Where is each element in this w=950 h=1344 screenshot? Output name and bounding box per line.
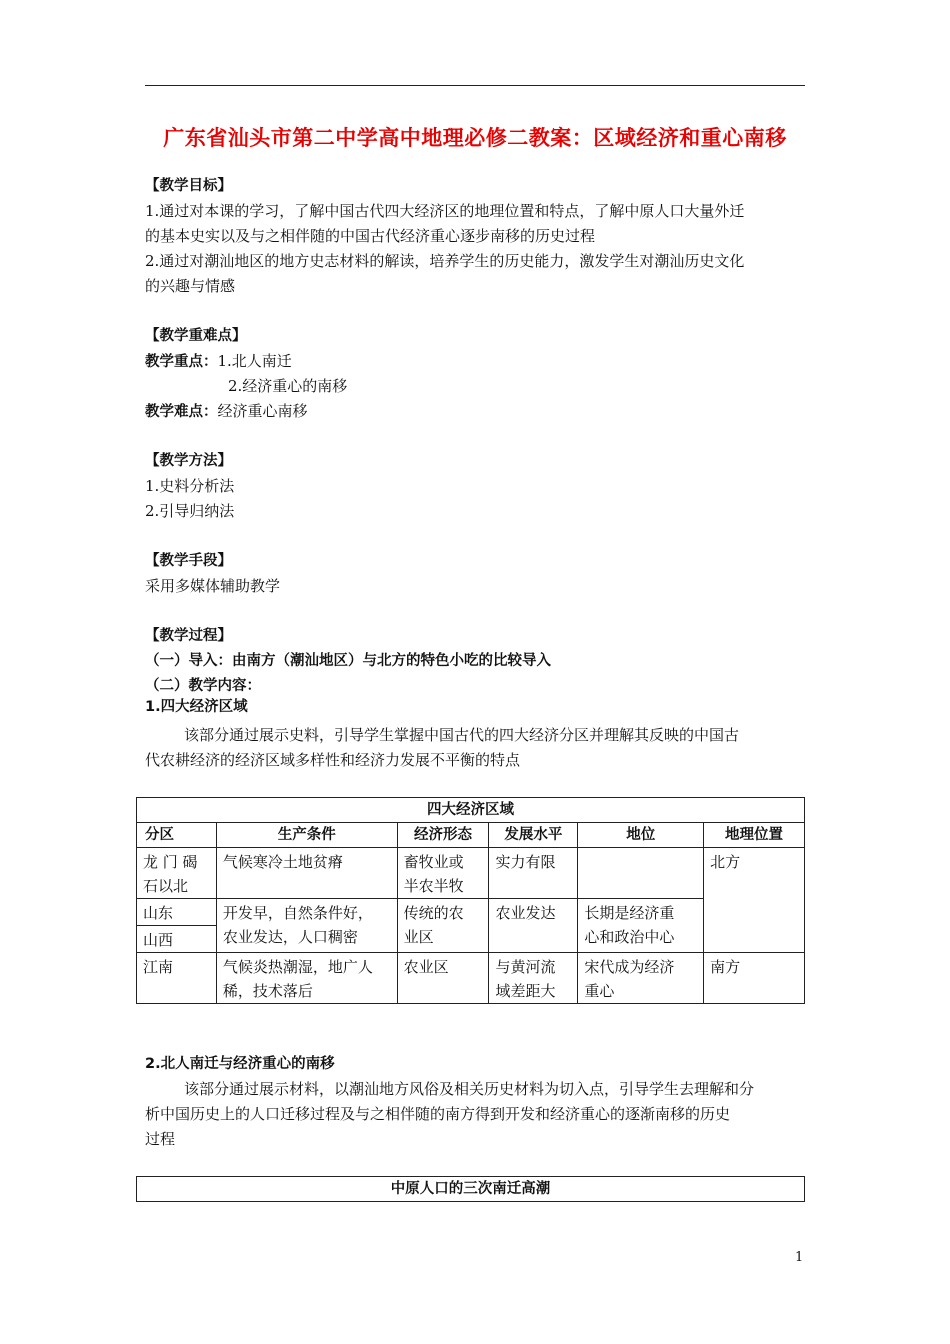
method-item: 1.史料分析法 [145,477,235,495]
page-number: 1 [795,1250,804,1265]
column-header: 经济形态 [397,823,489,848]
column-header: 分区 [137,823,217,848]
table-cell: 气候炎热潮湿，地广人 稀，技术落后 [216,953,397,1004]
table-cell: 江南 [137,953,217,1004]
process-content: （二）教学内容： [145,678,261,694]
table-cell: 长期是经济重 心和政治中心 [578,899,704,953]
table-caption: 中原人口的三次南迁高潮 [137,1177,805,1202]
table-caption: 四大经济区域 [137,798,805,823]
table-cell: 农业发达 [489,899,578,953]
table-cell: 开发早，自然条件好， 农业发达，人口稠密 [216,899,397,953]
focus-item: 2.经济重心的南移 [228,377,348,395]
focus-item: 1.北人南迁 [217,352,292,370]
table-cell: 气候寒冷土地贫瘠 [216,848,397,899]
table-cell: 与黄河流 域差距大 [489,953,578,1004]
table-cell: 农业区 [397,953,489,1004]
keypoints-heading: 【教学重难点】 [145,328,247,344]
column-header: 地位 [578,823,704,848]
objectives-heading: 【教学目标】 [145,178,232,194]
table-cell: 宋代成为经济 重心 [578,953,704,1004]
difficulty-label: 教学难点： [145,404,218,420]
table-cell: 传统的农 业区 [397,899,489,953]
objectives-line: 的兴趣与情感 [145,277,236,295]
section-1-paragraph: 代农耕经济的经济区域多样性和经济力发展不平衡的特点 [145,751,521,769]
table-cell: 实力有限 [489,848,578,899]
table-cell: 山东 [137,899,217,926]
column-header: 生产条件 [216,823,397,848]
focus-label: 教学重点： [145,354,218,370]
section-2-paragraph: 过程 [145,1130,176,1148]
process-intro: （一）导入：由南方（潮汕地区）与北方的特色小吃的比较导入 [145,653,551,669]
table-cell: 龙 门 碣 石以北 [137,848,217,899]
column-header: 地理位置 [704,823,805,848]
table-cell [578,848,704,899]
means-heading: 【教学手段】 [145,553,232,569]
difficulty-row [145,401,308,422]
means-text: 采用多媒体辅助教学 [145,577,281,595]
section-1-title: 1.四大经济区域 [145,699,248,715]
table-cell: 南方 [704,953,805,1004]
difficulty-item: 经济重心南移 [217,402,308,420]
objectives-line: 2.通过对潮汕地区的地方史志材料的解读，培养学生的历史能力，激发学生对潮汕历史文化 [145,252,745,270]
focus-row [145,351,292,372]
header-rule [145,85,805,86]
table-cell: 畜牧业或 半农半牧 [397,848,489,899]
objectives-line: 1.通过对本课的学习，了解中国古代四大经济区的地理位置和特点，了解中原人口大量外迁 [145,202,745,220]
process-heading: 【教学过程】 [145,628,232,644]
methods-heading: 【教学方法】 [145,453,232,469]
section-2-title: 2.北人南迁与经济重心的南移 [145,1056,335,1072]
page-title: 广东省汕头市第二中学高中地理必修二教案：区域经济和重心南移 [163,126,787,150]
column-header: 发展水平 [489,823,578,848]
section-1-paragraph: 该部分通过展示史料，引导学生掌握中国古代的四大经济分区并理解其反映的中国古 [184,726,740,744]
section-2-paragraph: 该部分通过展示材料，以潮汕地方风俗及相关历史材料为切入点，引导学生去理解和分 [184,1080,755,1098]
economic-regions-table [136,797,805,1004]
table-cell: 北方 [704,848,805,953]
migration-table [136,1176,805,1202]
method-item: 2.引导归纳法 [145,502,235,520]
objectives-line: 的基本史实以及与之相伴随的中国古代经济重心逐步南移的历史过程 [145,227,596,245]
section-2-paragraph: 析中国历史上的人口迁移过程及与之相伴随的南方得到开发和经济重心的逐渐南移的历史 [145,1105,731,1123]
table-cell: 山西 [137,926,217,953]
